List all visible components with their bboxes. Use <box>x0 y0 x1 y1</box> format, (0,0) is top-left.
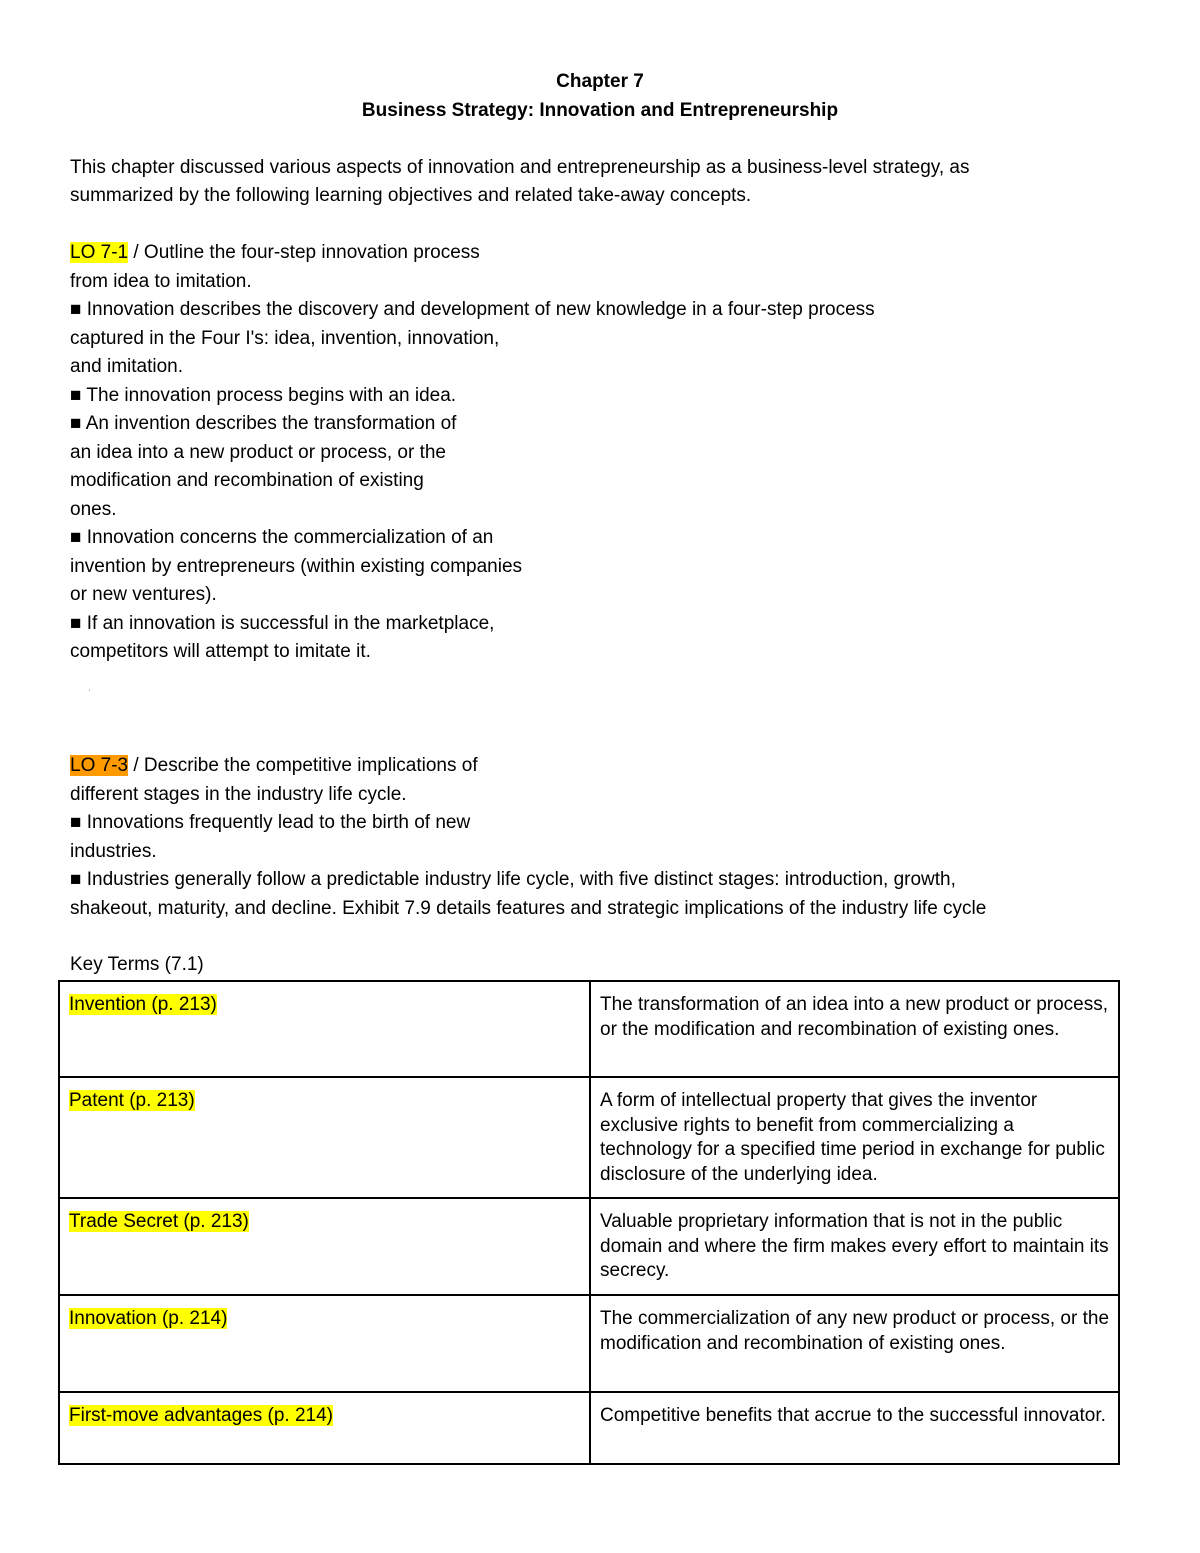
lo-7-3-line: ■ Innovations frequently lead to the birth of new <box>70 812 471 833</box>
lo-7-3-section <box>70 752 1130 923</box>
lo-7-1-line: ■ Innovation describes the discovery and development of new knowledge in a four-step process <box>70 299 875 320</box>
lo-7-3-line: shakeout, maturity, and decline. Exhibit 7.9 details features and strategic implications of the industry life cycle <box>70 897 987 919</box>
definition-cell: The commercialization of any new product or process, or the modification and recombination of existing ones. <box>590 1295 1119 1392</box>
lo-7-3-line: industries. <box>70 840 157 862</box>
term-cell <box>59 981 590 1077</box>
definition-cell: Competitive benefits that accrue to the successful innovator. <box>590 1392 1119 1464</box>
key-terms-label: Key Terms (7.1) <box>70 954 204 975</box>
table-row <box>59 1392 1119 1464</box>
lo-7-1-line: competitors will attempt to imitate it. <box>70 641 371 662</box>
term-label: Trade Secret (p. 213) <box>69 1211 249 1232</box>
lo-7-3-tag: LO 7-3 <box>70 755 129 776</box>
lo-7-1-line: captured in the Four I's: idea, invention, innovation, <box>70 327 500 349</box>
spacer <box>70 695 1130 724</box>
table-row <box>59 981 1119 1077</box>
intro-paragraph <box>70 154 1130 211</box>
spacer <box>70 667 1130 696</box>
lo-7-1-tag: LO 7-1 <box>70 242 129 263</box>
lo-7-1-line: from idea to imitation. <box>70 270 252 292</box>
chapter-title: Business Strategy: Innovation and Entrepreneurship <box>361 99 839 121</box>
lo-7-1-line: and imitation. <box>70 356 184 377</box>
term-label: Invention (p. 213) <box>69 994 217 1015</box>
term-label: First-move advantages (p. 214) <box>69 1405 334 1426</box>
lo-7-1-line: ■ The innovation process begins with an idea. <box>70 384 457 406</box>
lo-7-3-line: ■ Industries generally follow a predictable industry life cycle, with five distinct stages: introduction, growth, <box>70 869 956 890</box>
lo-7-3-objective: / Describe the competitive implications of <box>128 755 478 776</box>
spacer <box>70 211 1130 240</box>
term-cell <box>59 1077 590 1198</box>
lo-7-1-line: ones. <box>70 498 117 520</box>
key-terms-table <box>58 980 1120 1465</box>
lo-7-1-heading <box>70 239 1130 268</box>
lo-7-1-line: modification and recombination of existing <box>70 470 424 491</box>
lo-7-3-line: different stages in the industry life cycle. <box>70 783 407 805</box>
table-row <box>59 1198 1119 1295</box>
stray-mark: ˈ <box>88 688 91 698</box>
term-cell <box>59 1295 590 1392</box>
term-label: Innovation (p. 214) <box>69 1308 228 1329</box>
table-row <box>59 1077 1119 1198</box>
lo-7-1-line: an idea into a new product or process, or the <box>70 441 447 463</box>
lo-7-1-section <box>70 239 1130 667</box>
spacer <box>70 125 1130 154</box>
lo-7-1-line: ■ If an innovation is successful in the marketplace, <box>70 612 495 634</box>
lo-7-1-objective: / Outline the four-step innovation process <box>128 242 480 263</box>
lo-7-3-heading <box>70 752 1130 781</box>
intro-line: This chapter discussed various aspects of innovation and entrepreneurship as a business-level strategy, as <box>70 156 970 178</box>
lo-7-1-line: ■ Innovation concerns the commercialization of an <box>70 527 494 548</box>
spacer <box>70 724 1130 753</box>
term-cell <box>59 1198 590 1295</box>
definition-cell: A form of intellectual property that gives the inventor exclusive rights to benefit from commercializing a technology for a specified time period in exchange for public disclosure of the underlying idea. <box>590 1077 1119 1198</box>
lo-7-1-line: invention by entrepreneurs (within existing companies <box>70 555 523 577</box>
intro-line: summarized by the following learning objectives and related take-away concepts. <box>70 185 752 206</box>
lo-7-1-line: ■ An invention describes the transformation of <box>70 413 457 434</box>
table-row <box>59 1295 1119 1392</box>
term-cell <box>59 1392 590 1464</box>
chapter-number: Chapter 7 <box>556 71 644 92</box>
document-page <box>70 68 1130 923</box>
term-label: Patent (p. 213) <box>69 1090 195 1111</box>
lo-7-1-line: or new ventures). <box>70 584 217 605</box>
definition-cell: Valuable proprietary information that is not in the public domain and where the firm makes every effort to maintain its secrecy. <box>590 1198 1119 1295</box>
definition-cell: The transformation of an idea into a new product or process, or the modification and recombination of existing ones. <box>590 981 1119 1077</box>
